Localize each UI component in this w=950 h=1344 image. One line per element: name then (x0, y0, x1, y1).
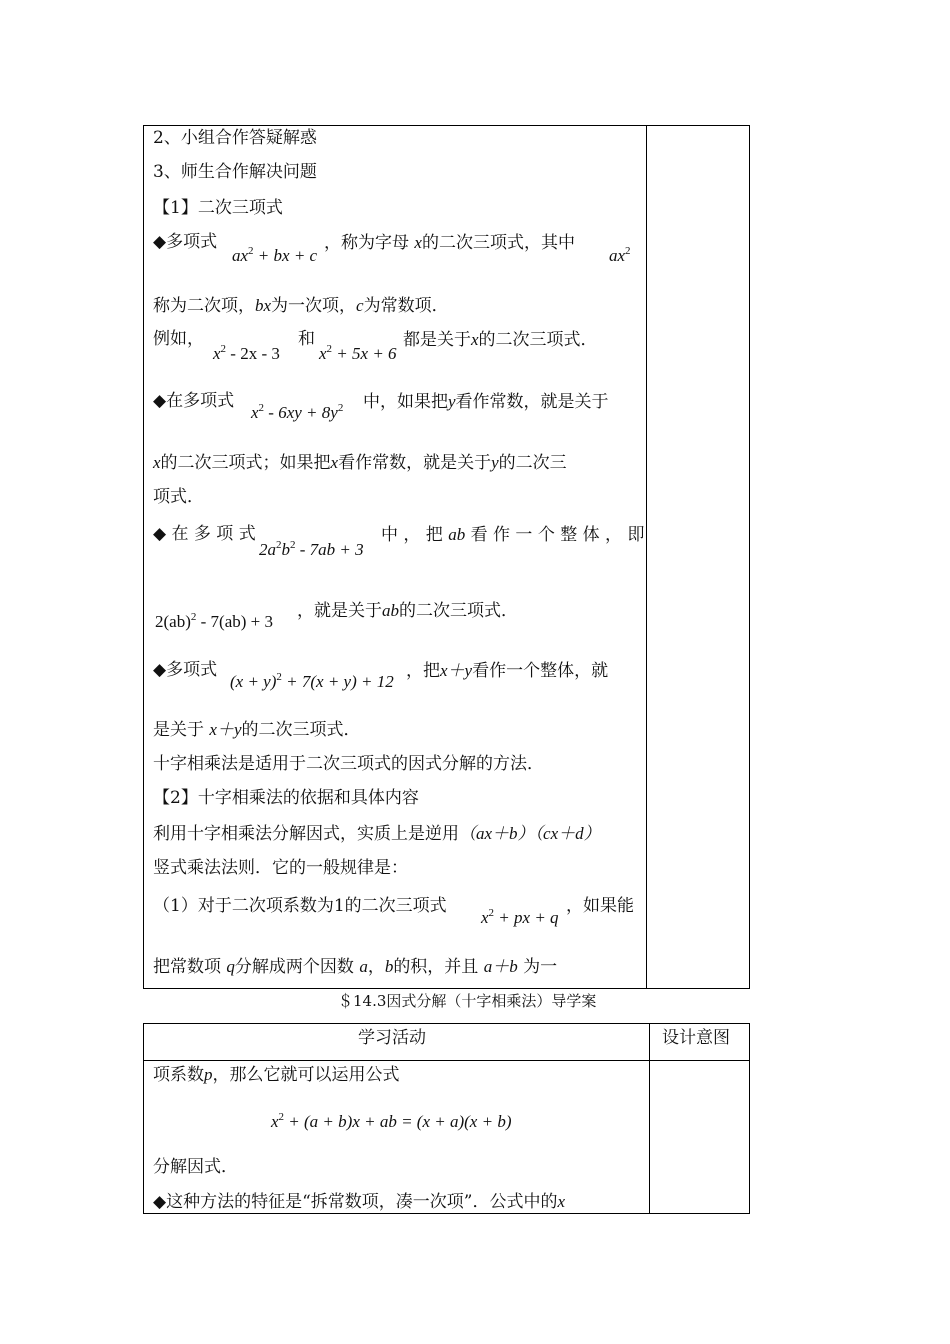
paragraph-line: ，就是关于ab的二次三项式． (297, 601, 518, 621)
list-item: 3、师生合作解决问题 (153, 162, 317, 182)
paragraph-line: 是关于 x＋y的二次三项式． (153, 720, 361, 740)
math-expression: $2a^2b^2 - 7ab + 3$ (259, 539, 364, 559)
paragraph-line: 十字相乘法是适用于二次三项式的因式分解的方法． (153, 754, 544, 774)
formula: $x^2 + (a + b)x$ + ab = (x + a)(x + b) (271, 1111, 512, 1131)
table-bottom-divider (649, 1023, 650, 1214)
paragraph-line: ◆多项式 (153, 232, 218, 252)
math-expression: $(x + y)^2 + 7(x + y) + 12$ (230, 671, 394, 691)
page-caption: ＄14.3因式分解（十字相乘法）导学案 (338, 992, 597, 1010)
column-header-activity: 学习活动 (358, 1028, 426, 1048)
paragraph-line: ，把x＋y看作一个整体，就 (406, 661, 609, 681)
paragraph-line: 项式． (153, 487, 204, 507)
math-expression: $x^2 - 6xy + 8y^2$ (251, 402, 344, 422)
paragraph-line: 把常数项 q分解成两个因数 a，b的积，并且 a＋b 为一 (153, 957, 558, 977)
paragraph-line: 利用十字相乘法分解因式，实质上是逆用（ax＋b）（cx＋d） (153, 824, 601, 844)
math-expression: $x^2 + 5x + 6$ (319, 343, 397, 363)
paragraph-line: （1）对于二次项系数为1的二次三项式 (153, 896, 447, 916)
paragraph-line: 项系数p，那么它就可以运用公式 (153, 1065, 400, 1085)
section-title: 【1】二次三项式 (153, 198, 283, 218)
paragraph-line: x的二次三项式；如果把x看作常数，就是关于y的二次三 (153, 453, 567, 473)
paragraph-line: 分解因式． (153, 1157, 238, 1177)
math-expression: $ax^2$ + bx + c (232, 245, 318, 265)
paragraph-line: 中 ， 把 ab 看 作 一 个 整 体 ， 即 (381, 525, 645, 545)
math-expression: $x^2$ + px + q (481, 907, 559, 927)
section-title: 【2】十字相乘法的依据和具体内容 (153, 788, 419, 808)
table-top-divider (646, 125, 647, 989)
math-expression: $ax^2$ (609, 245, 631, 265)
table-header-rule (143, 1060, 750, 1061)
paragraph-line: ◆在多项式 (153, 391, 235, 411)
paragraph-line: 称为二次项，bx为一次项，c为常数项． (153, 296, 449, 316)
paragraph-line: ，如果能 (566, 896, 634, 916)
paragraph-line: 例如， (153, 329, 204, 349)
paragraph-line: 和 (298, 329, 315, 349)
paragraph-line: 都是关于x的二次三项式． (403, 330, 598, 350)
paragraph-line: 竖式乘法法则．它的一般规律是： (153, 858, 408, 878)
paragraph-line: 中，如果把y看作常数，就是关于 (363, 392, 609, 412)
math-expression: 2(ab)$^2$ - 7(ab) + 3 (155, 611, 273, 631)
math-expression: $x^2 - 2x - 3$ (213, 343, 280, 363)
paragraph-line: ◆这种方法的特征是“拆常数项，凑一次项”．公式中的x (153, 1192, 566, 1212)
column-header-intent: 设计意图 (662, 1028, 730, 1048)
list-item: 2、小组合作答疑解惑 (153, 128, 317, 148)
paragraph-line: ◆ 在 多 项 式 (153, 524, 256, 544)
paragraph-line: ，称为字母 x的二次三项式，其中 (324, 233, 575, 253)
paragraph-line: ◆多项式 (153, 660, 218, 680)
